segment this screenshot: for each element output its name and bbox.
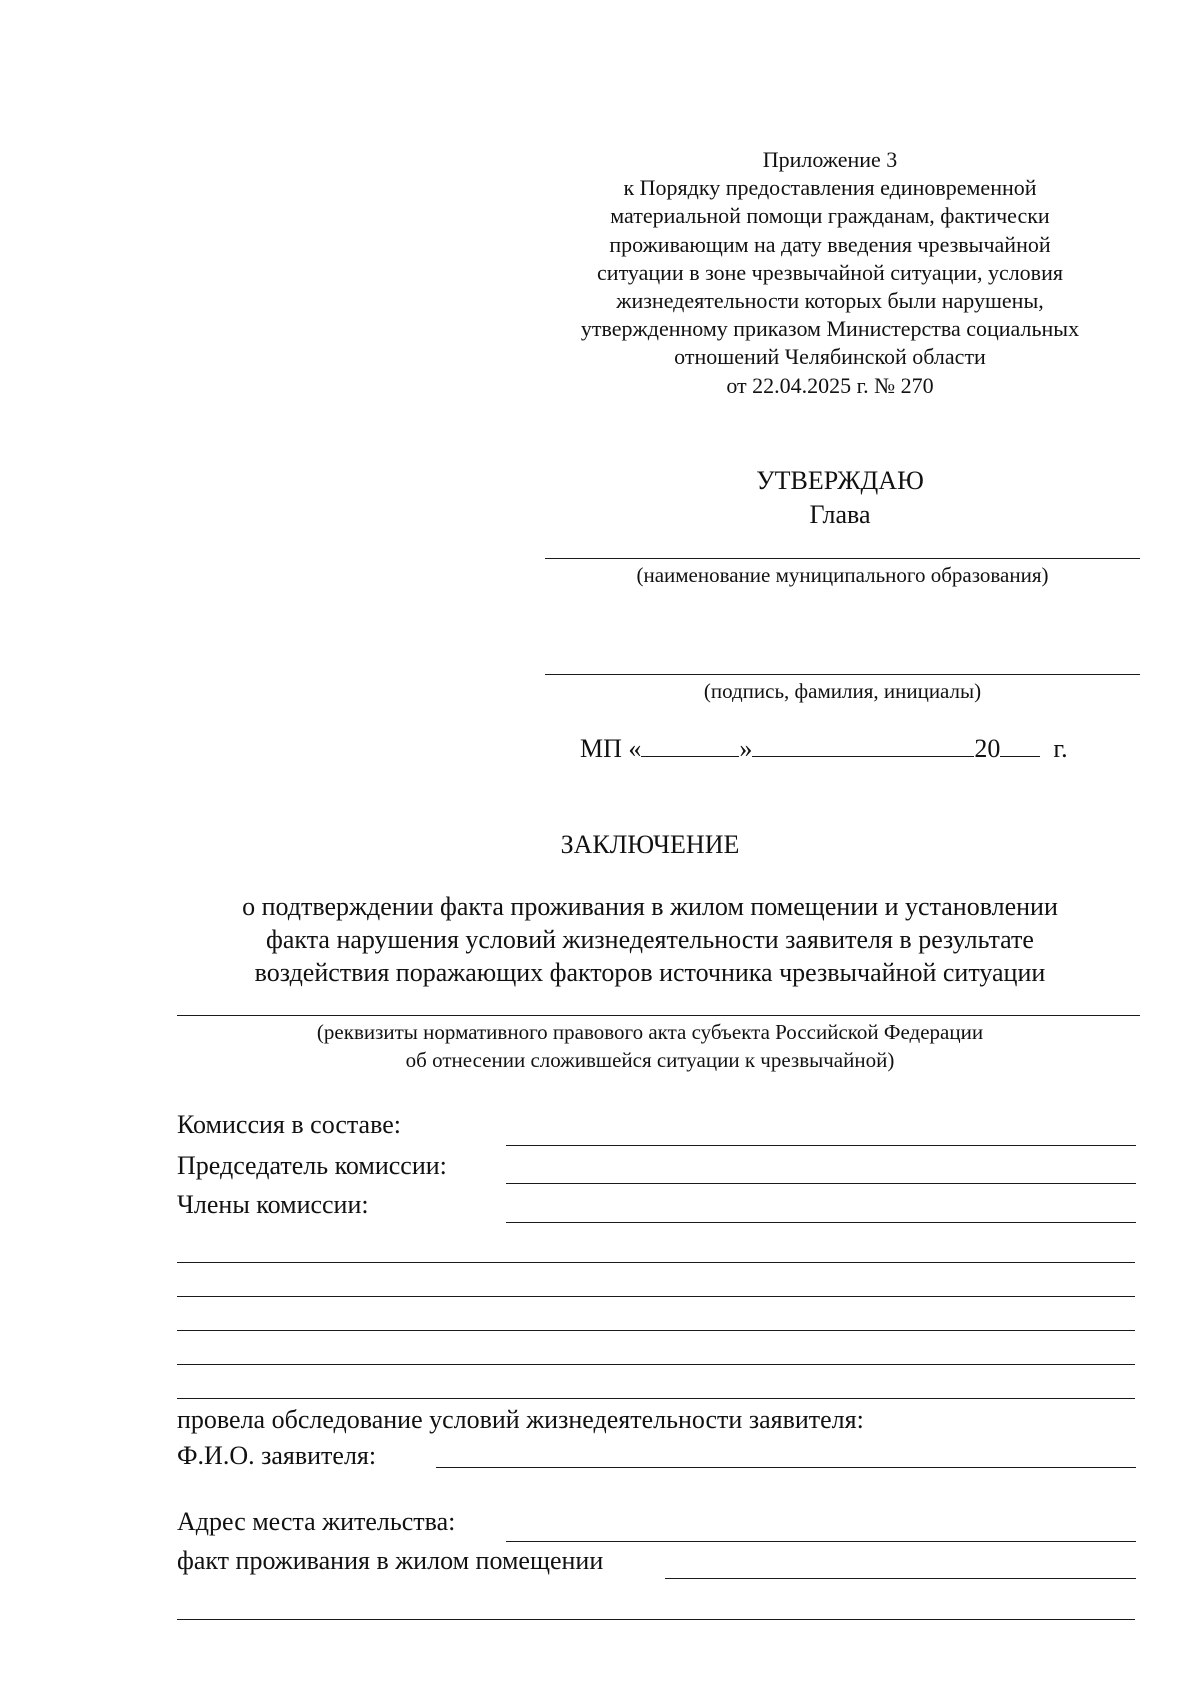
commission-field[interactable] [506,1145,1136,1146]
residence-fact-label: факт проживания в жилом помещении [177,1546,604,1575]
appendix-line: жизнедеятельности которых были нарушены, [616,288,1044,314]
address-label: Адрес места жительства: [177,1507,456,1536]
appendix-line: отношений Челябинской области [674,344,986,370]
date-prefix: МП « [580,734,642,763]
municipality-caption: (наименование муниципального образования) [636,563,1049,587]
members-line[interactable] [177,1330,1135,1331]
date-year-field[interactable] [1000,734,1040,757]
appendix-line: проживающим на дату введения чрезвычайной [609,231,1051,257]
document-subtitle [150,890,1150,989]
appendix-line: ситуации в зоне чрезвычайной ситуации, условия [597,259,1063,285]
members-line[interactable] [177,1398,1135,1399]
signature-line[interactable] [545,674,1140,675]
members-label: Члены комиссии: [177,1190,369,1219]
approval-title: УТВЕРЖДАЮ [756,466,924,495]
appendix-line: Приложение 3 [762,147,898,172]
commission-label: Комиссия в составе: [177,1110,401,1139]
date-mid: » [739,734,753,763]
appendix-line: к Порядку предоставления единовременной [623,175,1037,201]
legal-caption-line: (реквизиты нормативного правового акта субъекта Российской Федерации [316,1020,984,1044]
residence-fact-line[interactable] [177,1619,1135,1620]
subtitle-line: воздействия поражающих факторов источника чрезвычайной ситуации [254,958,1046,987]
legal-act-caption [160,1018,1140,1074]
approval-position: Глава [809,500,871,529]
date-suffix: г. [1053,734,1068,763]
signature-caption: (подпись, фамилия, инициалы) [703,679,982,703]
survey-label: провела обследование условий жизнедеятельности заявителя: [177,1405,864,1434]
chairman-field[interactable] [506,1183,1136,1184]
legal-caption-line: об отнесении сложившейся ситуации к чрезвычайной) [405,1048,895,1072]
legal-act-line[interactable] [177,1015,1140,1016]
appendix-line: утвержденному приказом Министерства социальных [580,316,1080,342]
members-line[interactable] [177,1296,1135,1297]
appendix-line: от 22.04.2025 г. № 270 [726,372,934,398]
members-field[interactable] [506,1222,1136,1223]
document-title: ЗАКЛЮЧЕНИЕ [560,830,740,859]
date-year-prefix: 20 [974,734,1001,763]
approval-date [580,734,1100,764]
residence-fact-field[interactable] [665,1578,1136,1579]
municipality-line[interactable] [545,558,1140,559]
date-month-field[interactable] [752,734,974,757]
members-line[interactable] [177,1364,1135,1365]
chairman-label: Председатель комиссии: [177,1151,447,1180]
members-line[interactable] [177,1262,1135,1263]
subtitle-line: факта нарушения условий жизнедеятельности заявителя в результате [266,925,1034,954]
appendix-line: материальной помощи гражданам, фактически [610,203,1050,229]
applicant-label: Ф.И.О. заявителя: [177,1441,377,1470]
subtitle-line: о подтверждении факта проживания в жилом помещении и установлении [242,892,1058,921]
date-day-field[interactable] [641,734,739,757]
applicant-field[interactable] [436,1467,1136,1468]
address-field[interactable] [506,1541,1136,1542]
appendix-header [540,146,1120,400]
